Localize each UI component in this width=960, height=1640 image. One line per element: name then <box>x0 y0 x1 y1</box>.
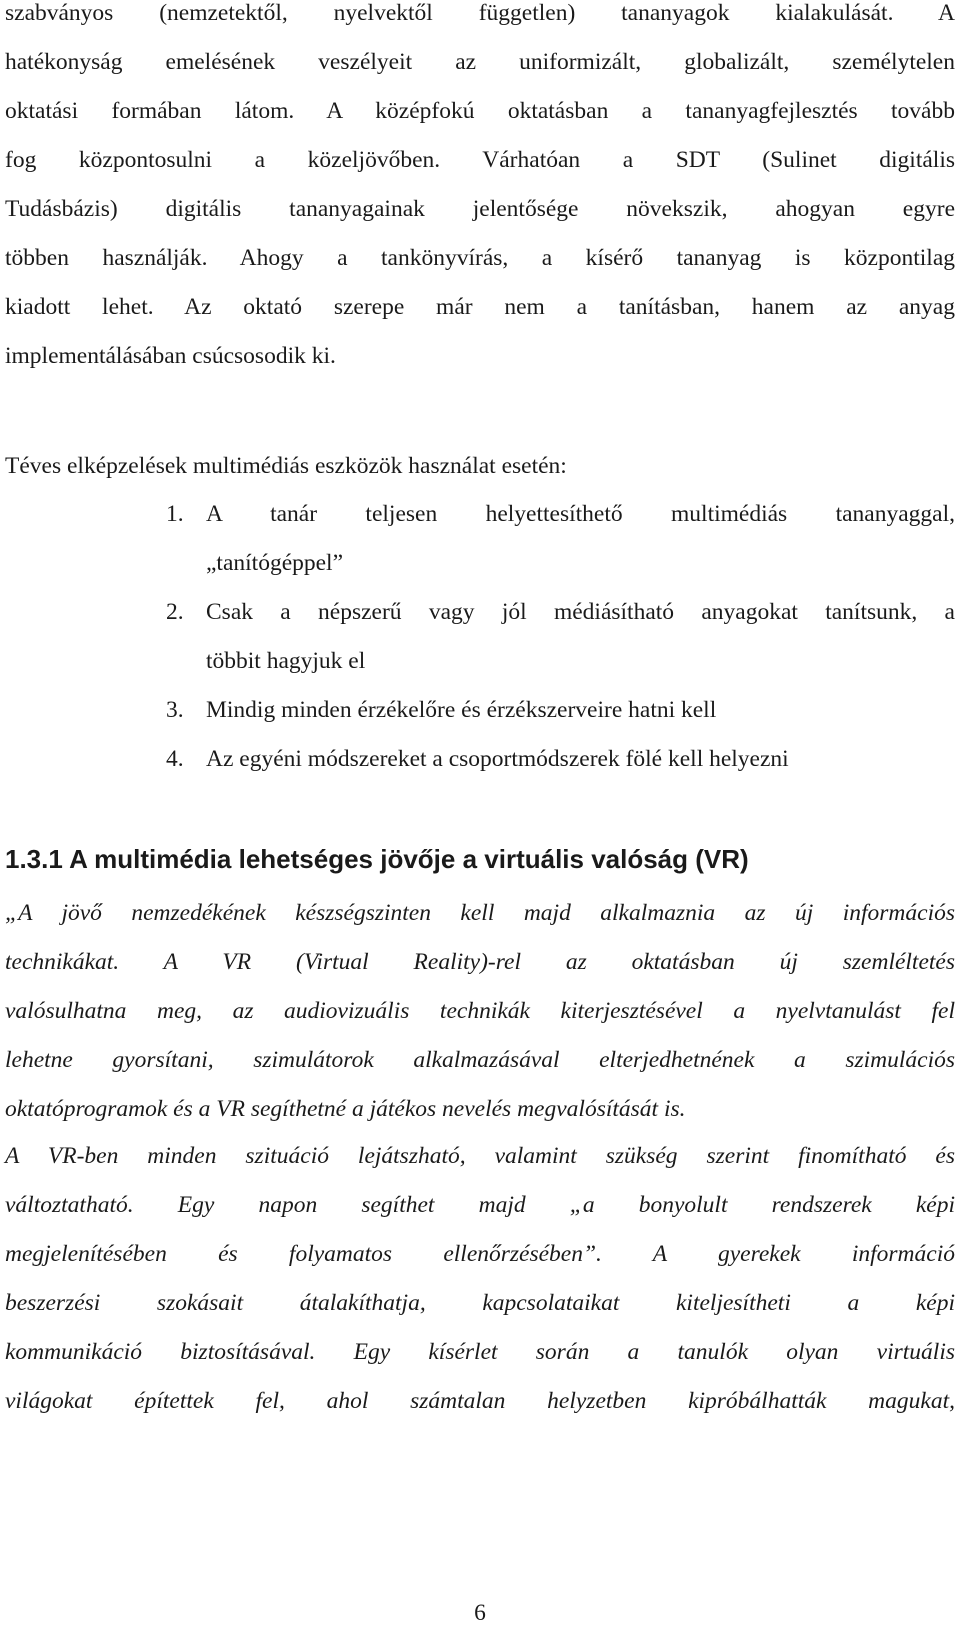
intro-paragraph <box>5 0 955 392</box>
document-page <box>5 0 955 1640</box>
text-line: oktatási formában látom. A középfokú oktatásban a tananyagfejlesztés tovább <box>5 98 955 124</box>
text-line: technikákat. A VR (Virtual Reality)-rel az oktatásban új szemléltetés <box>5 949 955 975</box>
list-item <box>166 697 955 746</box>
list-item <box>166 501 955 599</box>
text-line: hatékonyság emelésének veszélyeit az uniformizált, globalizált, személytelen <box>5 49 955 75</box>
quote-paragraph <box>5 1143 955 1437</box>
list-item-number: 3. <box>166 697 184 723</box>
text-line: lehetne gyorsítani, szimulátorok alkalmazásával elterjedhetnének a szimulációs <box>5 1047 955 1073</box>
text-line: valósulhatna meg, az audiovizuális technikák kiterjesztésével a nyelvtanulást fel <box>5 998 955 1024</box>
text-line: kommunikáció biztosításával. Egy kísérlet során a tanulók olyan virtuális <box>5 1339 955 1365</box>
page-number: 6 <box>474 1600 486 1626</box>
list-item-text: Csak a népszerű vagy jól médiásítható anyagokat tanítsunk, a <box>206 599 955 625</box>
text-line: oktatóprogramok és a VR segíthetné a játékos nevelés megvalósítását is. <box>5 1096 686 1122</box>
list-item-text: „tanítógéppel” <box>206 550 344 576</box>
text-line: A VR-ben minden szituáció lejátszható, valamint szükség szerint finomítható és <box>5 1143 955 1169</box>
text-line: világokat építettek fel, ahol számtalan helyzetben kipróbálhatták magukat, <box>5 1388 955 1414</box>
list-item-text: Az egyéni módszereket a csoportmódszerek fölé kell helyezni <box>206 746 789 772</box>
list-item <box>166 599 955 697</box>
list-item-text: többit hagyjuk el <box>206 648 366 674</box>
text-line: implementálásában csúcsosodik ki. <box>5 343 336 369</box>
misconceptions-list <box>166 501 955 795</box>
text-line: megjelenítésében és folyamatos ellenőrzésében”. A gyerekek információ <box>5 1241 955 1267</box>
list-item-number: 1. <box>166 501 184 527</box>
text-line: kiadott lehet. Az oktató szerepe már nem a tanításban, hanem az anyag <box>5 294 955 320</box>
text-line: „A jövő nemzedékének készségszinten kell majd alkalmaznia az új információs <box>5 900 955 926</box>
text-line: beszerzési szokásait átalakíthatja, kapcsolataikat kiteljesítheti a képi <box>5 1290 955 1316</box>
list-item-text: Mindig minden érzékelőre és érzékszerveire hatni kell <box>206 697 717 723</box>
text-line: változtatható. Egy napon segíthet majd „a bonyolult rendszerek képi <box>5 1192 955 1218</box>
text-line: többen használják. Ahogy a tankönyvírás, a kísérő tananyag is központilag <box>5 245 955 271</box>
list-item-number: 4. <box>166 746 184 772</box>
section-heading: 1.3.1 A multimédia lehetséges jövője a virtuális valóság (VR) <box>5 844 749 874</box>
text-line: szabványos (nemzetektől, nyelvektől független) tananyagok kialakulását. A <box>5 0 955 26</box>
list-item-number: 2. <box>166 599 184 625</box>
quote-paragraph <box>5 900 955 1145</box>
text-line: fog központosulni a közeljövőben. Várhatóan a SDT (Sulinet digitális <box>5 147 955 173</box>
text-line: Tudásbázis) digitális tananyagainak jelentősége növekszik, ahogyan egyre <box>5 196 955 222</box>
misconceptions-title: Téves elképzelések multimédiás eszközök használat esetén: <box>5 453 567 479</box>
list-item <box>166 746 955 795</box>
list-item-text: A tanár teljesen helyettesíthető multimédiás tananyaggal, <box>206 501 955 527</box>
